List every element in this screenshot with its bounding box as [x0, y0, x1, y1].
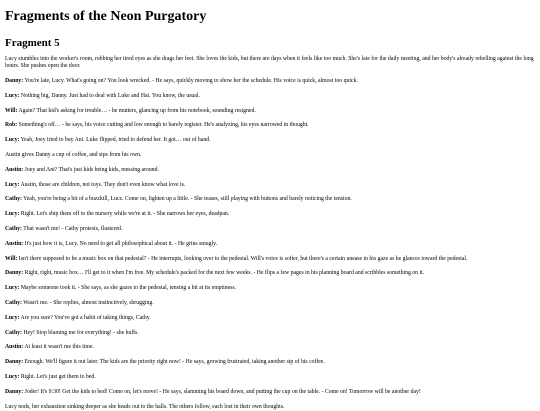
- dialogue-line: [5, 344, 535, 351]
- narration-paragraph: [5, 152, 535, 159]
- speaker-name: Austin:: [5, 166, 24, 173]
- paragraph-text: Again? That kid's asking for trouble… - he mutters, glancing up from his notebook, sounding resigned.: [18, 107, 256, 114]
- dialogue-line: [5, 93, 535, 100]
- paragraph-text: Right. Let's just get them to bed.: [20, 373, 96, 380]
- dialogue-line: [5, 182, 535, 189]
- dialogue-line: [5, 300, 535, 307]
- speaker-name: Danny:: [5, 359, 24, 366]
- speaker-name: Lucy:: [5, 285, 20, 292]
- dialogue-line: [5, 108, 535, 115]
- paragraph-text: Joder! It's 9:30! Get the kids to bed! Come on, let's move! - He says, slamming his board down, and putting the cup on the table. - Come on! Tomorrow will be another day!: [24, 388, 421, 395]
- speaker-name: Lucy:: [5, 181, 20, 188]
- paragraph-text: Nothing big, Danny. Just had to deal with Luke and Hai. You know, the usual.: [20, 92, 200, 99]
- paragraph-text: Austin, those are children, not toys. They don't even know what love is.: [20, 181, 186, 188]
- dialogue-line: [5, 315, 535, 322]
- dialogue-line: [5, 285, 535, 292]
- speaker-name: Danny:: [5, 270, 24, 277]
- speaker-name: Cathy:: [5, 329, 22, 336]
- speaker-name: Austin:: [5, 240, 24, 247]
- speaker-name: Lucy:: [5, 211, 20, 218]
- dialogue-line: [5, 226, 535, 233]
- paragraph-text: Are you sure? You've got a habit of taking things, Cathy.: [20, 314, 151, 321]
- dialogue-line: [5, 78, 535, 85]
- speaker-name: Lucy:: [5, 314, 20, 321]
- dialogue-line: [5, 211, 535, 218]
- speaker-name: Austin:: [5, 344, 24, 351]
- dialogue-line: [5, 256, 535, 263]
- paragraph-text: Maybe someone took it. - She says, as she gazes to the pedestal, tensing a bit at its emptiness.: [20, 285, 237, 292]
- paragraph-text: Something's off… - he says, his voice cutting and low enough to barely register. He's analyzing, his eyes narrowed in thought.: [18, 122, 309, 129]
- speaker-name: Will:: [5, 107, 18, 114]
- dialogue-line: [5, 389, 535, 396]
- dialogue-line: [5, 196, 535, 203]
- speaker-name: Danny:: [5, 388, 24, 395]
- paragraph-text: Right. Let's ship them off to the nursery while we're at it. - She narrows her eyes, deadpan.: [20, 211, 230, 218]
- dialogue-line: [5, 241, 535, 248]
- dialogue-line: [5, 137, 535, 144]
- paragraph-text: Joey and Ani? That's just kids being kids, messing around.: [24, 166, 159, 173]
- narration-paragraph: [5, 56, 535, 70]
- paragraph-list: [5, 56, 535, 411]
- paragraph-text: That wasn't me! - Cathy protests, flustered.: [23, 225, 123, 232]
- dialogue-line: [5, 270, 535, 277]
- paragraph-text: It's just how it is, Lucy. No need to get all philosophical about it. - He grins smugly.: [24, 240, 218, 247]
- paragraph-text: Right, right, music box… I'll get to it when I'm free. My schedule's packed for the next few weeks. - He flips a few pages in his planning board and scribbles something on it.: [24, 270, 425, 277]
- speaker-name: Lucy:: [5, 137, 20, 144]
- paragraph-text: Enough. We'll figure it out later. The kids are the priority right now! - He says, growing frustrated, taking another sip of his coffee.: [24, 359, 325, 366]
- dialogue-line: [5, 359, 535, 366]
- dialogue-line: [5, 330, 535, 337]
- paragraph-text: Hey! Stop blaming me for everything! - she huffs.: [23, 329, 139, 336]
- speaker-name: Danny:: [5, 78, 24, 84]
- speaker-name: Lucy:: [5, 92, 20, 99]
- paragraph-text: Isn't there supposed to be a music box on that pedestal? - He interrupts, looking over to the pedestal. Will's voice is softer, but there's a certain unease in his gaze as he glances toward the pedestal.: [18, 255, 468, 262]
- speaker-name: Cathy:: [5, 225, 22, 232]
- speaker-name: Rob:: [5, 122, 18, 129]
- dialogue-line: [5, 167, 535, 174]
- fragment-heading: Fragment 5: [5, 37, 60, 49]
- paragraph-text: Austin gives Danny a cup of coffee, and sips from his own.: [5, 151, 142, 158]
- paragraph-text: Yeah, you're being a bit of a buzzkill, Lucz. Come on, lighten up a little. - She teases, still playing with buttons and barely noticing the tension.: [23, 196, 352, 203]
- paragraph-text: Lucy stumbles into the worker's room, rubbing her tired eyes as she drags her feet. She loves the kids, but there are days when it feels like too much. She's late for the daily meeting, and her body's already rebelling against the long hours. She pushes open the door.: [5, 56, 534, 70]
- document-title: Fragments of the Neon Purgatory: [5, 9, 207, 24]
- speaker-name: Cathy:: [5, 196, 22, 203]
- speaker-name: Cathy:: [5, 299, 22, 306]
- paragraph-text: Lucy nods, her exhaustion sinking deeper as she heads out to the halls. The others follow, each lost in their own thoughts.: [5, 403, 285, 410]
- paragraph-text: You're late, Lucy. What's going on? You look wrecked. - He says, quickly moving to show her the schedule. His voice is quick, almost too quick.: [24, 78, 358, 84]
- dialogue-line: [5, 374, 535, 381]
- paragraph-text: Wasn't me. - She replies, almost instinctively, shrugging.: [23, 299, 154, 306]
- paragraph-text: Yeah, Joey tried to buy Ani. Luke flipped, tried to defend her. It got… out of hand.: [20, 137, 211, 144]
- dialogue-line: [5, 122, 535, 129]
- speaker-name: Lucy:: [5, 373, 20, 380]
- paragraph-text: At least it wasn't me this time.: [24, 344, 94, 351]
- speaker-name: Will:: [5, 255, 18, 262]
